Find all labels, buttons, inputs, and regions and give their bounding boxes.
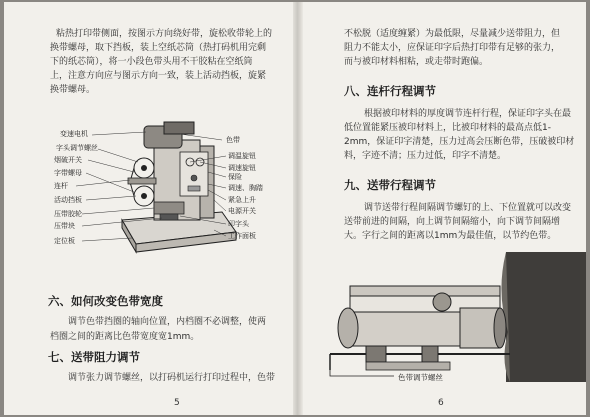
section-heading: 八、连杆行程调节 bbox=[344, 84, 436, 98]
text-line: 调节张力调节螺丝，以打码机运行打印过程中，色带 bbox=[68, 373, 276, 383]
text-line: 料，字迹不清；压力过低，印字不清楚。 bbox=[344, 151, 507, 161]
text-line: 粘热打印带侧面，按图示方向绕好带，旋松收带轮上的 bbox=[56, 29, 273, 39]
diagram-label: 色带 bbox=[226, 136, 240, 144]
diagram-label: 连杆 bbox=[54, 182, 68, 190]
diagram-label: 调温旋钮 bbox=[228, 152, 256, 160]
diagram-label: 烟破开关 bbox=[54, 156, 82, 164]
text-line: 下的纸芯筒），将一小段色带头用不干胶粘在空纸筒 bbox=[50, 57, 253, 67]
booklet-spread bbox=[4, 2, 586, 415]
text-line: 2mm，保证印字清楚，压力过高会压断色带，压破被印材 bbox=[344, 137, 575, 147]
page-number: 5 bbox=[174, 398, 180, 408]
text-line: 换带螺母，取下挡板，装上空纸芯筒（热打码机用完剩 bbox=[50, 43, 267, 53]
diagram-label: 压带块 bbox=[54, 222, 75, 230]
text-line: 阻力不能太小，应保证印字后热打印带有足够的张力， bbox=[344, 43, 561, 53]
page-gutter bbox=[293, 2, 303, 415]
text-line: 根据被印材料的厚度调节连杆行程，保证印字头在最 bbox=[364, 109, 572, 119]
diagram-label: 活动挡板 bbox=[54, 196, 82, 204]
text-line: 送带前进的间隔，向上调节间隔缩小，向下调节间隔增 bbox=[344, 217, 561, 227]
text-line: 调节色带挡圈的轴向位置，内档圈不必调整，使两 bbox=[68, 317, 267, 327]
page-number: 6 bbox=[438, 398, 444, 408]
diagram-label: 调速、胸踏 bbox=[228, 184, 263, 192]
diagram-label: 色带调节螺丝 bbox=[398, 373, 443, 382]
diagram-label: 工作面板 bbox=[228, 232, 256, 240]
diagram-label: 定位板 bbox=[54, 237, 75, 245]
diagram-label: 字头调节螺丝 bbox=[56, 144, 98, 152]
section-heading: 九、送带行程调节 bbox=[344, 178, 436, 192]
ribbon-feed-mechanism-diagram bbox=[310, 252, 580, 382]
text-line: 调节送带行程间隔调节螺钉的上、下位置就可以改变 bbox=[364, 203, 572, 213]
diagram-label: 印字头 bbox=[228, 220, 249, 228]
diagram-label: 压带胶轮 bbox=[54, 210, 82, 218]
section-heading: 七、送带阻力调节 bbox=[48, 350, 140, 364]
diagram-label: 紧急上升 bbox=[228, 196, 256, 204]
section-heading: 六、如何改变色带宽度 bbox=[48, 294, 163, 308]
diagram-label: 调速旋钮 bbox=[228, 164, 256, 172]
diagram-label: 保险 bbox=[228, 173, 242, 181]
text-line: 低位置能紧压被印材料上，比被印材料的最高点低1- bbox=[344, 123, 551, 133]
diagram-label: 电源开关 bbox=[228, 207, 256, 215]
diagram-label: 变速电机 bbox=[60, 130, 88, 138]
text-line: 上，注意方向应与图示方向一致，装上活动挡板，旋紧 bbox=[50, 71, 267, 81]
text-line: 大。字行之间的距离以1mm为最佳值，以节约色带。 bbox=[344, 231, 557, 241]
text-line: 换带螺母。 bbox=[50, 85, 96, 95]
right-page bbox=[304, 2, 586, 415]
text-line: 档圈之间的距离比色带宽度宽1mm。 bbox=[50, 332, 200, 342]
left-page bbox=[4, 2, 294, 415]
text-line: 而与被印材料相粘，或走带时跑偏。 bbox=[344, 57, 489, 67]
text-line: 不松脱（适度缠紧）为最低限，尽量减少送带阻力，但 bbox=[344, 29, 561, 39]
diagram-label: 字带螺母 bbox=[54, 169, 82, 177]
